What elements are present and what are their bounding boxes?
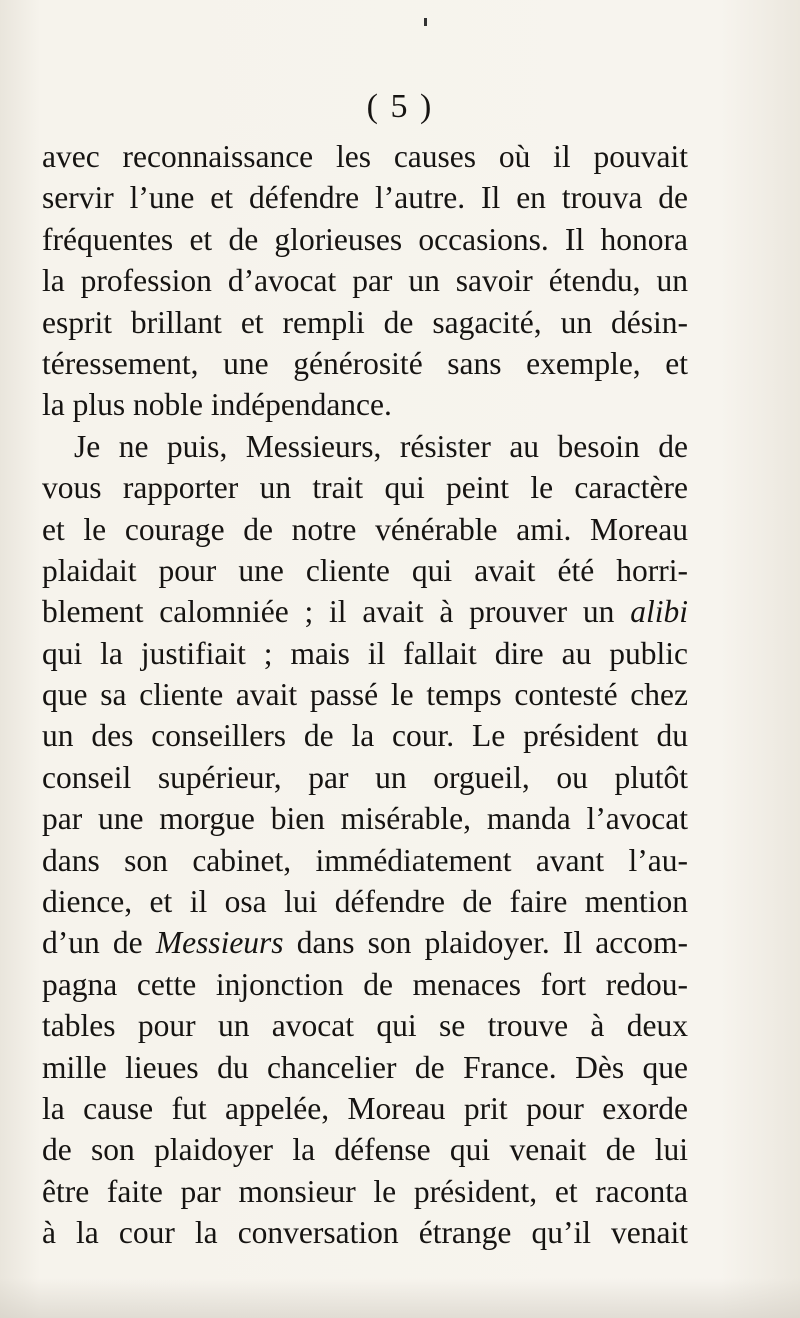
text-line: esprit brillant et rempli de sagacité, un désin- xyxy=(42,304,688,340)
text-line: que sa cliente avait passé le temps contesté chez xyxy=(42,677,688,713)
text-line: Je ne puis, Messieurs, résister au besoin de xyxy=(74,428,688,464)
text-line: la cause fut appelée, Moreau prit pour exorde xyxy=(42,1090,688,1126)
text-line: de son plaidoyer la défense qui venait de lui xyxy=(42,1132,688,1168)
text-line: plaidait pour une cliente qui avait été horri- xyxy=(42,552,688,588)
page-edge-shadow xyxy=(0,1278,800,1318)
text-line: par une morgue bien misérable, manda l’avocat xyxy=(42,801,688,837)
text-line: conseil supérieur, par un orgueil, ou plutôt xyxy=(42,759,688,795)
text-line: qui la justifiait ; mais il fallait dire au public xyxy=(42,635,688,671)
italic-word: alibi xyxy=(630,594,688,630)
text-line: blement calomniée ; il avait à prouver un alibi xyxy=(42,594,688,630)
text-line: un des conseillers de la cour. Le président du xyxy=(42,718,688,754)
text-line: mille lieues du chancelier de France. Dès que xyxy=(42,1049,688,1085)
text-line: fréquentes et de glorieuses occasions. Il honora xyxy=(42,221,688,257)
text-line: être faite par monsieur le président, et raconta xyxy=(42,1173,688,1209)
text-line: tables pour un avocat qui se trouve à deux xyxy=(42,1008,688,1044)
text-line: à la cour la conversation étrange qu’il venait xyxy=(42,1215,688,1251)
ink-mark xyxy=(424,18,427,26)
text-line: et le courage de notre vénérable ami. Moreau xyxy=(42,511,688,547)
text-line: dience, et il osa lui défendre de faire mention xyxy=(42,884,688,920)
text-line: la plus noble indépendance. xyxy=(42,387,392,423)
text-line: téressement, une générosité sans exemple, et xyxy=(42,345,688,381)
text-line: la profession d’avocat par un savoir étendu, un xyxy=(42,263,688,299)
page-number: ( 5 ) xyxy=(366,88,434,125)
italic-word: Messieurs xyxy=(155,925,284,961)
body-text xyxy=(42,136,688,1254)
text-line: pagna cette injonction de menaces fort redou- xyxy=(42,966,688,1002)
text-line: avec reconnaissance les causes où il pouvait xyxy=(42,139,688,174)
text-line: servir l’une et défendre l’autre. Il en trouva de xyxy=(42,180,688,216)
text-line: dans son cabinet, immédiatement avant l’au- xyxy=(42,842,688,878)
text-line: vous rapporter un trait qui peint le caractère xyxy=(42,470,688,506)
text-line: d’un de Messieurs dans son plaidoyer. Il accom- xyxy=(42,925,688,961)
